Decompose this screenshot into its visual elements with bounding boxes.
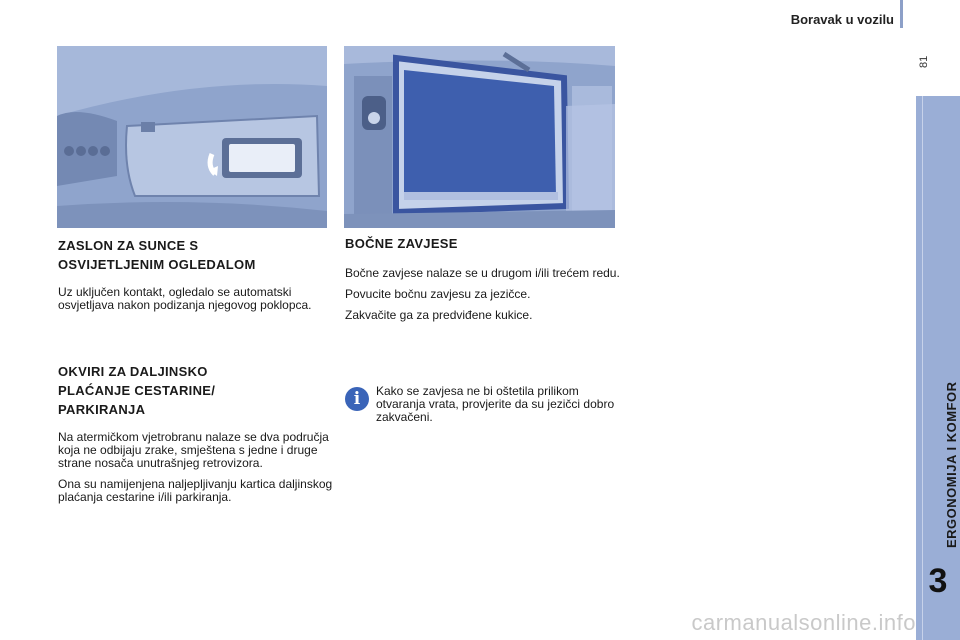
sun-visor-heading — [58, 236, 338, 274]
toll-card-heading — [58, 362, 340, 419]
sun-visor-heading-line2: OSVIJETLJENIM OGLEDALOM — [58, 257, 256, 272]
section-header-title: Boravak u vozilu — [790, 12, 894, 27]
info-note-text: Kako se zavjesa ne bi oštetila prilikom otvaranja vrata, provjerite da su jezičci dobro zakvačeni. — [376, 384, 615, 424]
sun-visor-illustration — [57, 46, 327, 228]
chapter-number: 3 — [928, 562, 948, 600]
toll-card-heading-line1: OKVIRI ZA DALJINSKO — [58, 364, 208, 379]
side-blinds-text-3: Zakvačite ga za predviđene kukice. — [345, 308, 533, 322]
chapter-label: ERGONOMIJA I KOMFOR — [944, 381, 959, 548]
toll-card-text-2: Ona su namijenjena naljepljivanju kartica daljinskog plaćanja cestarine i/ili parkiranja. — [58, 477, 333, 504]
info-icon: i — [345, 387, 369, 411]
sun-visor-text: Uz uključen kontakt, ogledalo se automatski osvjetljava nakon podizanja njegovog poklopca. — [58, 285, 312, 312]
toll-card-text-1: Na atermičkom vjetrobranu nalaze se dva područja koja ne odbijaju zrake, smještena s jedne i druge strane nosača unutrašnjeg retrovizora. — [58, 430, 329, 470]
sun-visor-section — [58, 236, 338, 312]
chapter-side-tab — [916, 96, 960, 640]
side-blinds-text-2: Povucite bočnu zavjesu za jezičce. — [345, 287, 531, 301]
side-blinds-section — [345, 234, 625, 322]
sun-visor-heading-line1: ZASLON ZA SUNCE S — [58, 238, 199, 253]
page-number: 81 — [918, 55, 930, 68]
side-blind-illustration — [344, 46, 615, 228]
side-tab-line — [922, 96, 923, 640]
toll-card-heading-line2: PLAĆANJE CESTARINE/ — [58, 383, 216, 398]
watermark: carmanualsonline.info — [691, 610, 916, 635]
side-blinds-heading: BOČNE ZAVJESE — [345, 236, 458, 251]
side-blinds-text-1: Bočne zavjese nalaze se u drugom i/ili trećem redu. — [345, 266, 620, 280]
toll-card-section — [58, 362, 340, 504]
toll-card-heading-line3: PARKIRANJA — [58, 402, 146, 417]
header-divider — [900, 0, 903, 28]
